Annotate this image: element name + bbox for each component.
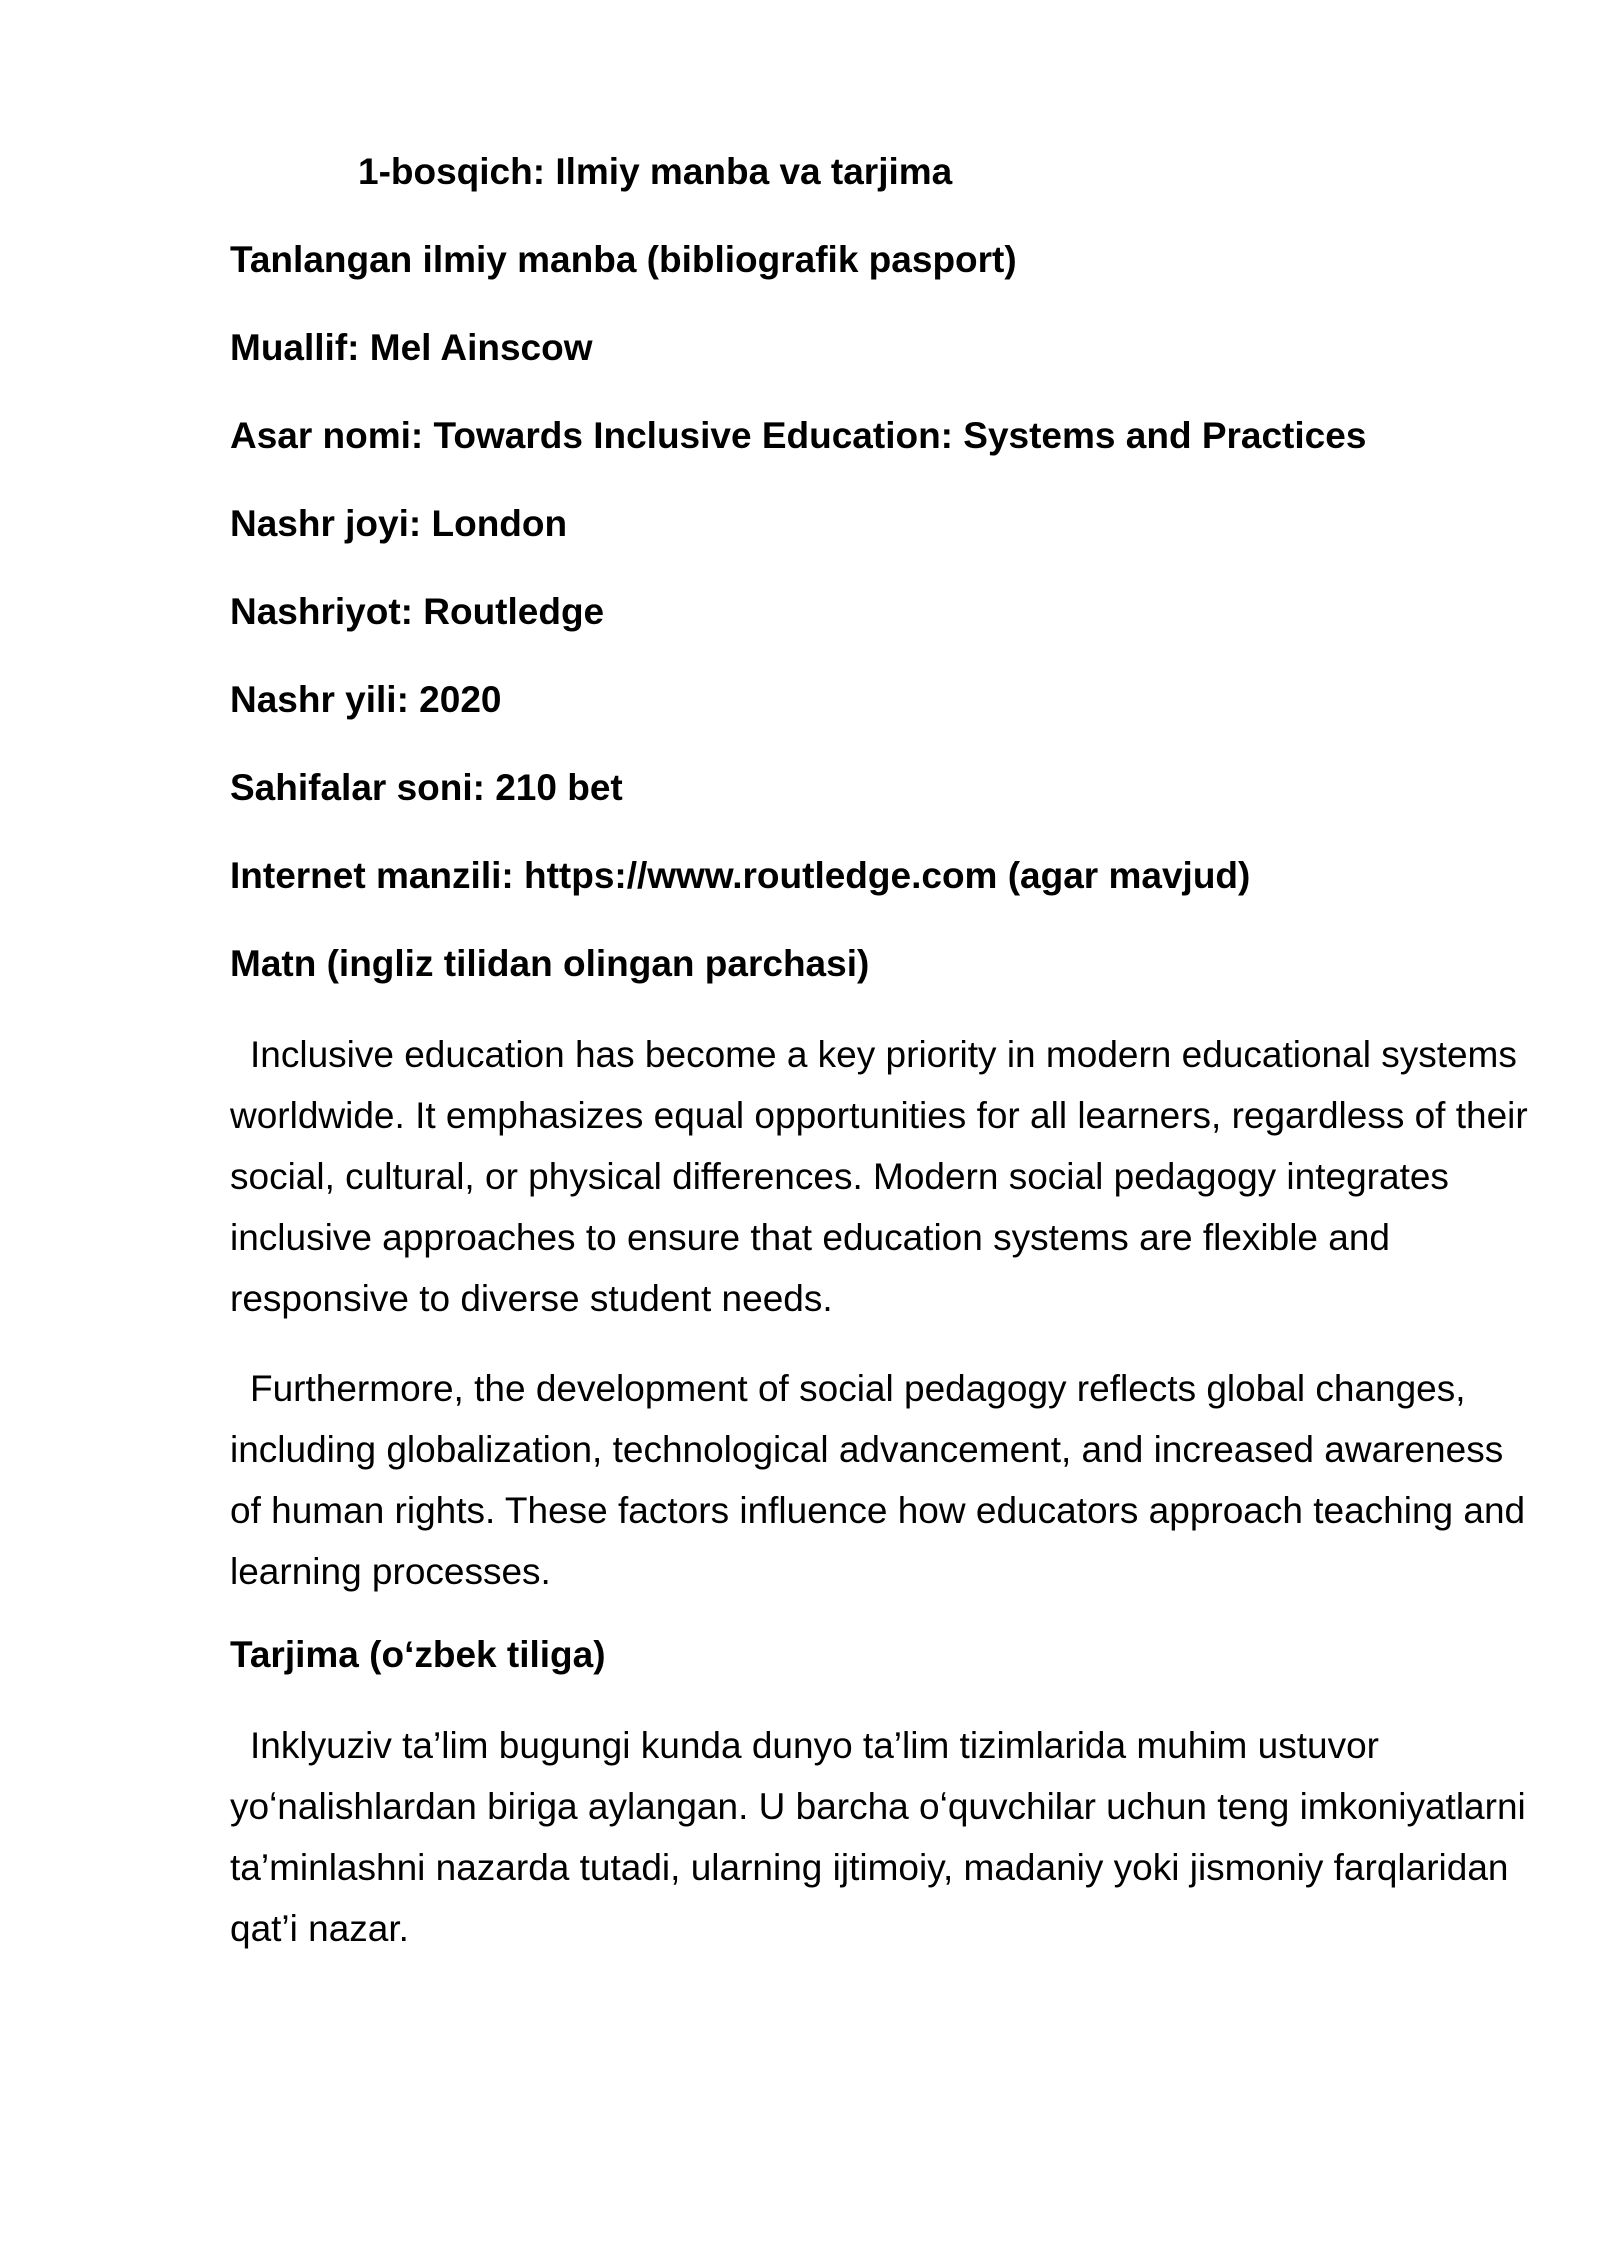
year-line: Nashr yili: 2020: [230, 679, 502, 720]
translation-heading: Tarjima (oʻzbek tiliga): [230, 1634, 606, 1675]
document-body: [230, 148, 1530, 1988]
uzbek-paragraph-1: Inklyuziv ta’lim bugungi kunda dunyo ta’lim tizimlarida muhim ustuvor yoʻnalishlardan biriga aylangan. U barcha oʻquvchilar uchun teng imkoniyatlarni ta’minlashni nazarda tutadi, ularning ijtimoiy, madaniy yoki jismoniy farqlaridan qat’i nazar.: [230, 1725, 1526, 1949]
pages-line: Sahifalar soni: 210 bet: [230, 767, 623, 808]
work-title-line: Asar nomi: Towards Inclusive Education: Systems and Practices: [230, 415, 1367, 456]
english-paragraph-2: Furthermore, the development of social pedagogy reflects global changes, including globalization, technological advancement, and increased awareness of human rights. These factors influence how educators approach teaching and learning processes.: [230, 1368, 1526, 1592]
publisher-line: Nashriyot: Routledge: [230, 591, 605, 632]
passport-heading: Tanlangan ilmiy manba (bibliografik pasport): [230, 239, 1017, 280]
stage-title: 1-bosqich: Ilmiy manba va tarjima: [358, 151, 953, 192]
text-heading: Matn (ingliz tilidan olingan parchasi): [230, 943, 870, 984]
english-paragraph-1: Inclusive education has become a key priority in modern educational systems worldwide. It emphasizes equal opportunities for all learners, regardless of their social, cultural, or physical differences. Modern social pedagogy integrates inclusive approaches to ensure that education systems are flexible and responsive to diverse student needs.: [230, 1034, 1528, 1319]
author-line: Muallif: Mel Ainscow: [230, 327, 593, 368]
url-line: Internet manzili: https://www.routledge.com (agar mavjud): [230, 855, 1251, 896]
place-line: Nashr joyi: London: [230, 503, 568, 544]
